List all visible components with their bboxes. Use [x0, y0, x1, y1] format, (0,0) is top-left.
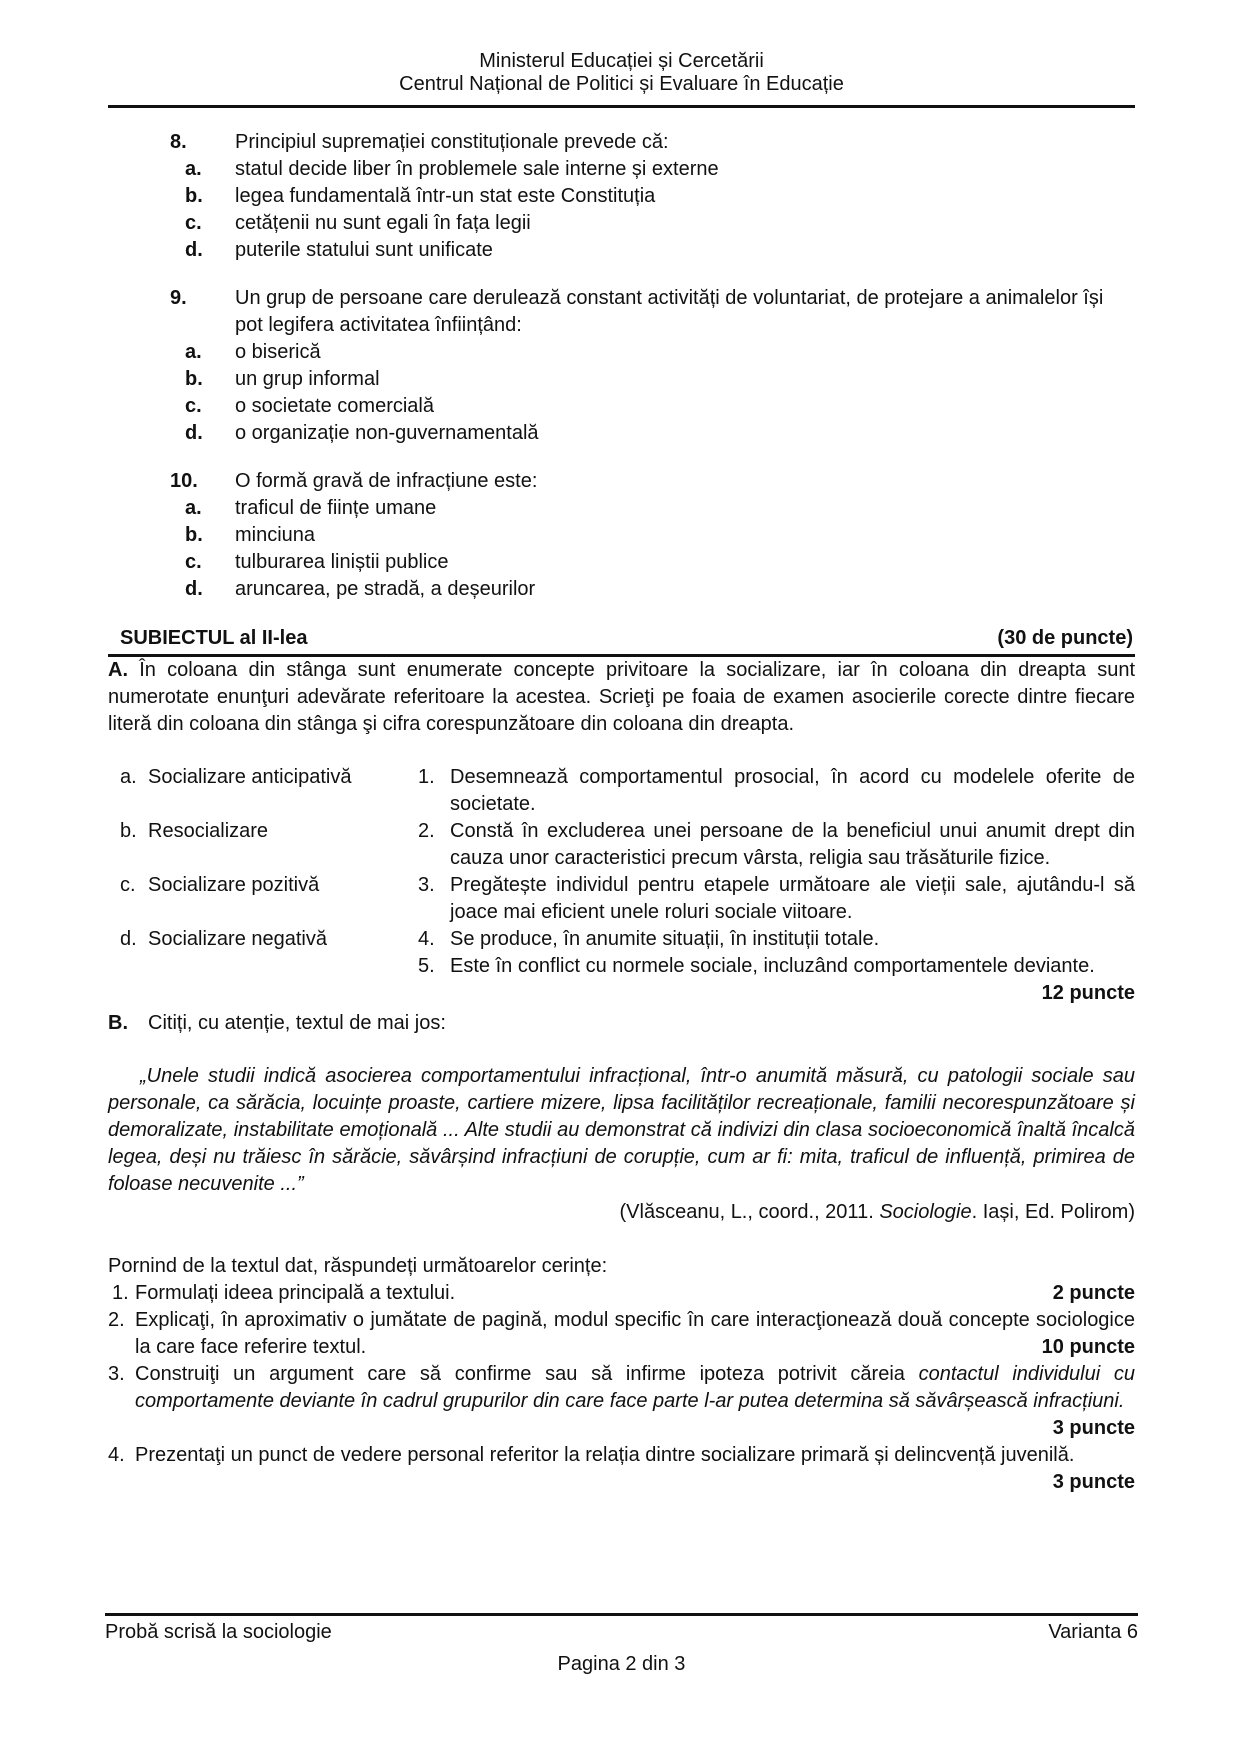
option-letter: b. — [185, 368, 203, 390]
item-number: 4. — [418, 928, 435, 950]
task-3 — [108, 1361, 1135, 1442]
option-text: aruncarea, pe stradă, a deșeurilor — [235, 578, 536, 600]
item-text: Se produce, în anumite situații, în instituții totale. — [450, 928, 880, 950]
header-center: Centrul Național de Politici și Evaluare în Educație — [399, 73, 844, 95]
option-letter: c. — [185, 395, 202, 417]
item-text: Este în conflict cu normele sociale, incluzând comportamentele deviante. — [450, 955, 1095, 977]
question-text: O formă gravă de infracțiune este: — [235, 470, 538, 492]
task-number: 4. — [108, 1444, 125, 1466]
page-footer — [105, 1613, 1138, 1678]
citation-pre: (Vlăsceanu, L., coord., 2011. — [619, 1201, 880, 1223]
part-b-intro — [108, 1010, 1135, 1037]
option-c — [108, 210, 1135, 237]
tasks-prompt: Pornind de la textul dat, răspundeți următoarelor cerințe: — [108, 1255, 608, 1277]
option-d — [108, 576, 1135, 603]
question-number: 10. — [170, 470, 198, 492]
task-points: 3 puncte — [1052, 1417, 1135, 1439]
option-letter: a. — [185, 158, 202, 180]
page-header — [108, 50, 1135, 96]
option-letter: c. — [185, 212, 202, 234]
task-body — [135, 1307, 1135, 1361]
option-d — [108, 237, 1135, 264]
part-a-points: 12 puncte — [1041, 982, 1135, 1004]
option-letter: d. — [185, 578, 203, 600]
item-letter: b. — [120, 820, 137, 842]
footer-variant: Varianta 6 — [1048, 1621, 1138, 1643]
option-c — [108, 393, 1135, 420]
option-letter: b. — [185, 185, 203, 207]
option-b — [108, 366, 1135, 393]
item-text: Constă în excluderea unei persoane de la beneficiul unui anumit drept din cauza unor caracteristici precum vârsta, religia sau trăsăturile fizice. — [450, 820, 1135, 869]
question-title — [108, 285, 1135, 339]
part-a-intro — [108, 657, 1135, 738]
option-a — [108, 495, 1135, 522]
option-letter: a. — [185, 497, 202, 519]
list-item — [418, 818, 1135, 872]
task-points: 2 puncte — [1052, 1282, 1135, 1304]
item-letter: a. — [120, 766, 137, 788]
task-4 — [108, 1442, 1135, 1496]
list-item — [418, 926, 1135, 953]
list-item — [418, 764, 1135, 818]
matching-right-column — [418, 764, 1135, 980]
part-a-intro-text: În coloana din stânga sunt enumerate concepte privitoare la socializare, iar în coloana din dreapta sunt numerotate enunţuri adevărate referitoare la acestea. Scrieţi pe foaia de examen asocierile corecte dintre fiecare literă din coloana din stânga şi cifra corespunzătoare din coloana din dreapta. — [108, 659, 1135, 735]
footer-page-number: Pagina 2 din 3 — [557, 1653, 686, 1675]
question-10 — [108, 468, 1135, 603]
option-letter: c. — [185, 551, 202, 573]
question-title — [108, 129, 1135, 156]
item-text: Pregătește individul pentru etapele următoare ale vieții sale, ajutându-l să joace mai eficient unele roluri sociale viitoare. — [450, 874, 1135, 923]
task-text: Prezentaţi un punct de vedere personal referitor la relația dintre socializare primară și delincvență juvenilă. — [135, 1444, 1075, 1466]
option-a — [108, 156, 1135, 183]
subject2-points: (30 de puncte) — [997, 627, 1133, 649]
list-item — [108, 818, 418, 845]
option-letter: a. — [185, 341, 202, 363]
subject2-heading — [108, 625, 1135, 657]
task-points: 3 puncte — [1052, 1471, 1135, 1493]
option-text: o organizație non-guvernamentală — [235, 422, 539, 444]
option-letter: d. — [185, 239, 203, 261]
option-letter: d. — [185, 422, 203, 444]
item-text: Desemnează comportamentul prosocial, în acord cu modelele oferite de societate. — [450, 766, 1135, 815]
question-number: 9. — [170, 287, 187, 309]
question-title — [108, 468, 1135, 495]
task-number: 2. — [108, 1309, 125, 1331]
list-item — [108, 872, 418, 899]
option-d — [108, 420, 1135, 447]
option-text: cetățenii nu sunt egali în fața legii — [235, 212, 531, 234]
item-letter: d. — [120, 928, 137, 950]
footer-rule — [105, 1613, 1138, 1616]
item-number: 1. — [418, 766, 435, 788]
option-a — [108, 339, 1135, 366]
item-text: Resocializare — [148, 820, 269, 842]
item-text: Socializare negativă — [148, 928, 327, 950]
subject2-title: SUBIECTUL al II-lea — [120, 627, 308, 649]
task-text: Construiţi un argument care să confirme sau să infirme ipoteza potrivit căreia — [135, 1363, 919, 1385]
option-text: traficul de ființe umane — [235, 497, 437, 519]
citation — [108, 1199, 1135, 1226]
question-text: Principiul supremației constituționale prevede că: — [235, 131, 669, 153]
option-text: minciuna — [235, 524, 316, 546]
item-text: Socializare pozitivă — [148, 874, 320, 896]
option-b — [108, 183, 1135, 210]
quoted-text: „Unele studii indică asocierea comportamentului infracțional, într-o anumită măsură, cu patologii sociale sau personale, ca sărăcia, locuințe proaste, cartiere mizere, lipsa facilităților recreaționale, familii necorespunzătoare și demoralizate, instabilitate emoțională ... Alte studii au demonstrat că indivizi din clasa socioeconomică înaltă încalcă legea, deși nu trăiesc în sărăcie, săvârșind infracțiuni de corupție, cum ar fi: mita, traficul de influență, primirea de foloase necuvenite ...” — [108, 1065, 1135, 1195]
option-text: statul decide liber în problemele sale interne și externe — [235, 158, 719, 180]
option-text: puterile statului sunt unificate — [235, 239, 493, 261]
option-text: un grup informal — [235, 368, 380, 390]
item-letter: c. — [120, 874, 136, 896]
task-text-italic: contactul individului cu comportamente deviante în cadrul grupurilor din care face parte l-ar putea determina să săvârșească infracțiuni. — [135, 1363, 1135, 1412]
task-2 — [108, 1307, 1135, 1361]
item-text: Socializare anticipativă — [148, 766, 352, 788]
item-number: 5. — [418, 955, 435, 977]
option-letter: b. — [185, 524, 203, 546]
part-a-label: A. — [108, 659, 128, 681]
question-text: Un grup de persoane care derulează constant activități de voluntariat, de protejare a animalelor își pot legifera activitatea înființând: — [235, 287, 1104, 336]
part-b-intro-text: Citiți, cu atenție, textul de mai jos: — [148, 1012, 446, 1034]
citation-post: . Iași, Ed. Polirom) — [971, 1201, 1135, 1223]
task-body — [135, 1361, 1135, 1442]
footer-row — [105, 1619, 1138, 1646]
option-text: tulburarea liniștii publice — [235, 551, 449, 573]
item-number: 2. — [418, 820, 435, 842]
question-9 — [108, 285, 1135, 447]
header-ministry: Ministerul Educației și Cercetării — [479, 50, 764, 72]
list-item — [418, 953, 1135, 980]
task-text: Explicaţi, în aproximativ o jumătate de pagină, modul specific în care interacţionează două concepte sociologice la care face referire textul. — [135, 1309, 1135, 1358]
list-item — [108, 764, 418, 791]
matching-left-column — [108, 764, 418, 980]
matching-section — [108, 764, 1135, 980]
task-1 — [108, 1280, 1135, 1307]
option-text: o societate comercială — [235, 395, 434, 417]
citation-book-title: Sociologie — [879, 1201, 972, 1223]
option-c — [108, 549, 1135, 576]
list-item — [418, 872, 1135, 926]
part-b-label: B. — [108, 1012, 128, 1034]
task-number: 3. — [108, 1363, 125, 1385]
task-number: 1. — [112, 1282, 129, 1304]
option-text: o biserică — [235, 341, 321, 363]
task-body — [135, 1442, 1135, 1496]
task-body — [135, 1280, 1135, 1307]
question-number: 8. — [170, 131, 187, 153]
option-b — [108, 522, 1135, 549]
header-rule — [108, 105, 1135, 108]
list-item — [108, 926, 418, 953]
option-text: legea fundamentală într-un stat este Constituția — [235, 185, 656, 207]
item-number: 3. — [418, 874, 435, 896]
question-8 — [108, 129, 1135, 264]
task-text: Formulați ideea principală a textului. — [135, 1282, 456, 1304]
task-points: 10 puncte — [1041, 1336, 1135, 1358]
footer-exam-name: Probă scrisă la sociologie — [105, 1621, 332, 1643]
